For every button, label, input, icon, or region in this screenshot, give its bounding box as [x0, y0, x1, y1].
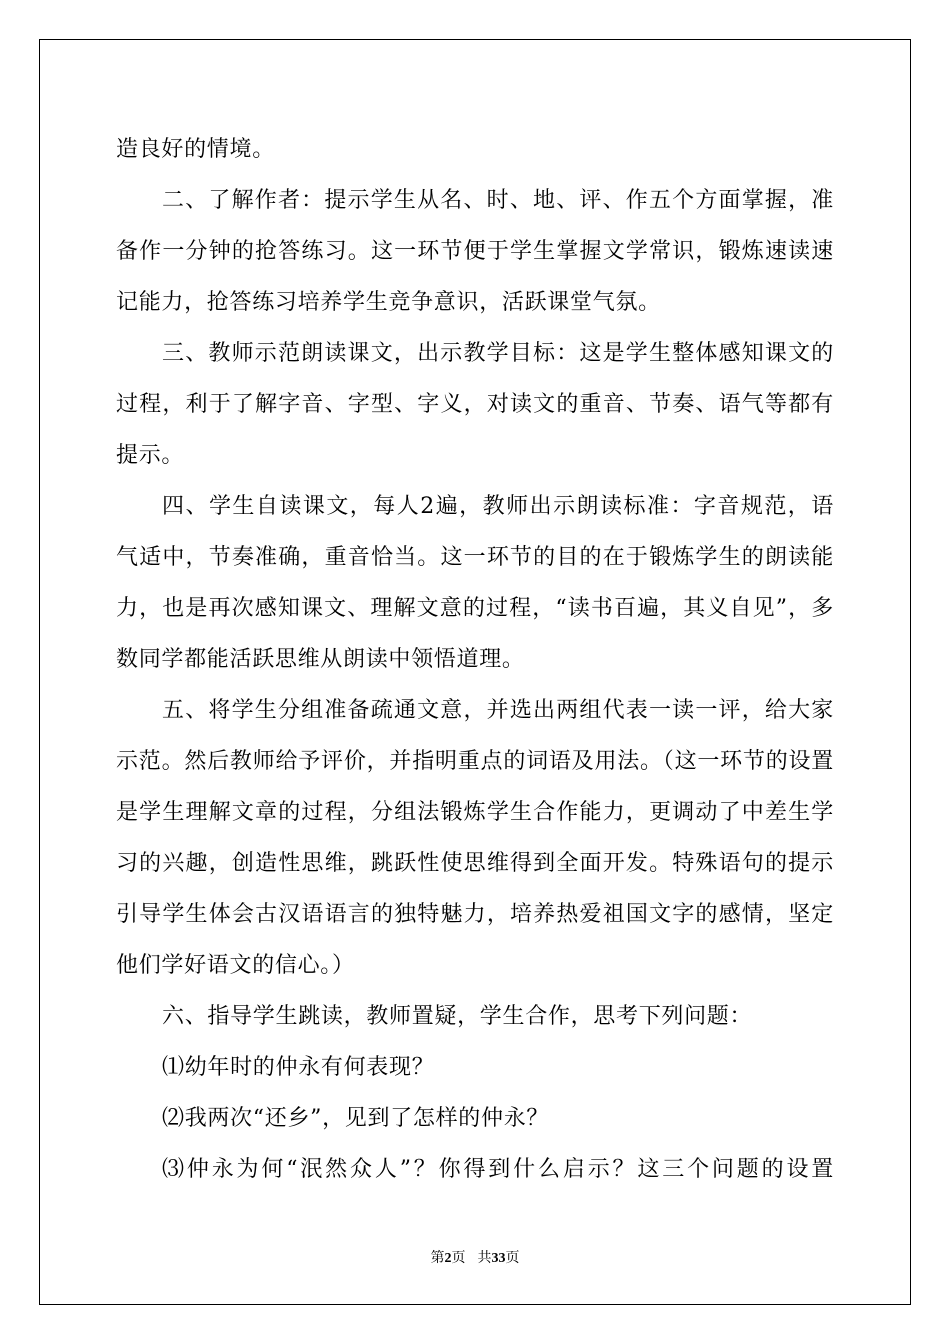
- page-number: 2: [444, 1251, 452, 1266]
- paragraph-skim-reading: 六、指导学生跳读，教师置疑，学生合作，思考下列问题：: [162, 1004, 753, 1029]
- page-prefix: 第: [430, 1251, 445, 1266]
- total-pages: 33: [491, 1251, 506, 1266]
- question-item-1: ⑴幼年时的仲永有何表现？: [162, 1055, 435, 1080]
- question-item-2: ⑵我两次“还乡”，见到了怎样的仲永？: [162, 1106, 550, 1131]
- paragraph-teacher-reading: 三、教师示范朗读课文，出示教学目标：这是学生整体感知课文的过程，利于了解字音、字型、字义，对读文的重音、节奏、语气等都有提示。: [116, 341, 834, 468]
- total-suffix: 页: [505, 1251, 520, 1266]
- page-footer: [0, 1247, 950, 1267]
- document-body: [116, 124, 834, 1195]
- question-item-3: ⑶仲永为何“泯然众人”？你得到什么启示？这三个问题的设置: [162, 1157, 834, 1182]
- page-suffix: 页: [451, 1251, 466, 1266]
- paragraph-group-work: 五、将学生分组准备疏通文意，并选出两组代表一读一评，给大家示范。然后教师给予评价，并指明重点的词语及用法。（这一环节的设置是学生理解文章的过程，分组法锻炼学生合作能力，更调动了中差生学习的兴趣，创造性思维，跳跃性使思维得到全面开发。特殊语句的提示引导学生体会古汉语语言的独特魅力，培养热爱祖国文字的感情，坚定他们学好语文的信心。）: [116, 698, 834, 978]
- paragraph-continuation: 造良好的情境。: [116, 137, 275, 162]
- total-prefix: 共: [477, 1251, 492, 1266]
- paragraph-understand-author: 二、了解作者：提示学生从名、时、地、评、作五个方面掌握，准备作一分钟的抢答练习。这一环节便于学生掌握文学常识，锻炼速读速记能力，抢答练习培养学生竞争意识，活跃课堂气氛。: [116, 188, 834, 315]
- paragraph-self-reading: 四、学生自读课文，每人2遍，教师出示朗读标准：字音规范，语气适中，节奏准确，重音恰当。这一环节的目的在于锻炼学生的朗读能力，也是再次感知课文、理解文意的过程，“读书百遍，其义自见”，多数同学都能活跃思维从朗读中领悟道理。: [116, 494, 834, 672]
